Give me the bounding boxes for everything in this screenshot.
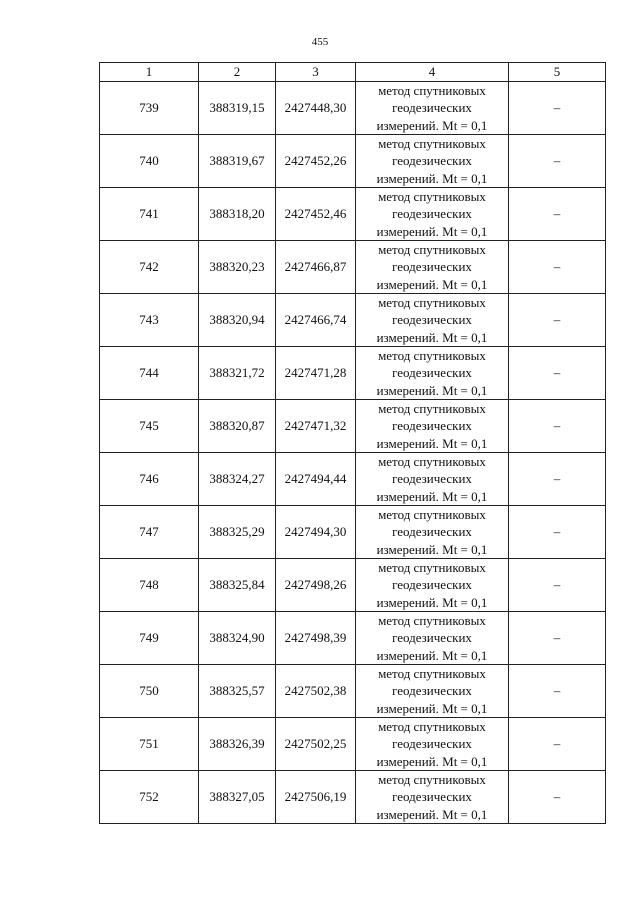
method-text-line: геодезических [392,259,472,275]
method-text-line: измерений. Mt = 0,1 [376,435,488,451]
table-body [100,82,606,824]
y-coordinate-cell: 2427466,87 [276,241,356,294]
method-cell [356,400,509,453]
table-row [100,347,606,400]
method-text-line: геодезических [392,418,472,434]
method-text-line: измерений. Mt = 0,1 [376,647,488,663]
table-row [100,82,606,135]
method-text-line: измерений. Mt = 0,1 [376,170,488,186]
method-text-line: метод спутниковых [378,666,486,682]
method-text-line: метод спутниковых [378,189,486,205]
method-text-line: измерений. Mt = 0,1 [376,329,488,345]
method-text-line: метод спутниковых [378,295,486,311]
table-row [100,294,606,347]
note-cell: – [509,400,606,453]
note-cell: – [509,771,606,824]
method-text-line: геодезических [392,471,472,487]
method-text-line: геодезических [392,577,472,593]
method-cell [356,612,509,665]
x-coordinate-cell: 388325,29 [199,506,276,559]
method-cell [356,82,509,135]
column-header-5: 5 [509,63,606,82]
method-text-line: метод спутниковых [378,560,486,576]
x-coordinate-cell: 388326,39 [199,718,276,771]
y-coordinate-cell: 2427452,26 [276,135,356,188]
method-text-line: метод спутниковых [378,348,486,364]
x-coordinate-cell: 388320,94 [199,294,276,347]
method-text-line: метод спутниковых [378,772,486,788]
note-cell: – [509,82,606,135]
method-cell [356,294,509,347]
note-cell: – [509,718,606,771]
note-cell: – [509,188,606,241]
method-text-line: измерений. Mt = 0,1 [376,700,488,716]
note-cell: – [509,135,606,188]
column-header-4: 4 [356,63,509,82]
method-text-line: геодезических [392,524,472,540]
note-cell: – [509,559,606,612]
table-row [100,135,606,188]
method-cell [356,453,509,506]
method-text-line: метод спутниковых [378,242,486,258]
y-coordinate-cell: 2427471,28 [276,347,356,400]
point-number-cell: 740 [100,135,199,188]
table-row [100,612,606,665]
point-number-cell: 747 [100,506,199,559]
method-cell [356,718,509,771]
method-text-line: метод спутниковых [378,454,486,470]
method-text-line: метод спутниковых [378,507,486,523]
x-coordinate-cell: 388319,15 [199,82,276,135]
method-text-line: геодезических [392,153,472,169]
y-coordinate-cell: 2427498,26 [276,559,356,612]
page-number: 455 [311,36,329,48]
y-coordinate-cell: 2427452,46 [276,188,356,241]
point-number-cell: 749 [100,612,199,665]
point-number-cell: 742 [100,241,199,294]
point-number-cell: 748 [100,559,199,612]
x-coordinate-cell: 388320,23 [199,241,276,294]
point-number-cell: 746 [100,453,199,506]
table-row [100,718,606,771]
method-cell [356,559,509,612]
method-text-line: измерений. Mt = 0,1 [376,488,488,504]
column-header-3: 3 [276,63,356,82]
table-row [100,665,606,718]
method-cell [356,241,509,294]
table-row [100,559,606,612]
table-row [100,453,606,506]
x-coordinate-cell: 388327,05 [199,771,276,824]
method-text-line: геодезических [392,630,472,646]
method-text-line: измерений. Mt = 0,1 [376,541,488,557]
x-coordinate-cell: 388319,67 [199,135,276,188]
x-coordinate-cell: 388324,27 [199,453,276,506]
method-text-line: метод спутниковых [378,719,486,735]
y-coordinate-cell: 2427471,32 [276,400,356,453]
note-cell: – [509,453,606,506]
note-cell: – [509,294,606,347]
method-cell [356,506,509,559]
point-number-cell: 744 [100,347,199,400]
y-coordinate-cell: 2427502,25 [276,718,356,771]
table-header-row [100,63,606,82]
method-cell [356,135,509,188]
y-coordinate-cell: 2427466,74 [276,294,356,347]
table-row [100,400,606,453]
method-text-line: геодезических [392,789,472,805]
method-text-line: метод спутниковых [378,613,486,629]
method-text-line: геодезических [392,365,472,381]
method-text-line: измерений. Mt = 0,1 [376,594,488,610]
coordinates-table [99,62,606,824]
method-text-line: метод спутниковых [378,401,486,417]
x-coordinate-cell: 388318,20 [199,188,276,241]
y-coordinate-cell: 2427494,44 [276,453,356,506]
method-text-line: геодезических [392,683,472,699]
point-number-cell: 751 [100,718,199,771]
x-coordinate-cell: 388321,72 [199,347,276,400]
method-text-line: измерений. Mt = 0,1 [376,382,488,398]
method-text-line: измерений. Mt = 0,1 [376,276,488,292]
point-number-cell: 739 [100,82,199,135]
note-cell: – [509,241,606,294]
method-text-line: геодезических [392,736,472,752]
method-cell [356,771,509,824]
y-coordinate-cell: 2427506,19 [276,771,356,824]
point-number-cell: 752 [100,771,199,824]
table-row [100,241,606,294]
table-row [100,506,606,559]
method-cell [356,188,509,241]
method-text-line: измерений. Mt = 0,1 [376,223,488,239]
method-text-line: метод спутниковых [378,83,486,99]
note-cell: – [509,612,606,665]
method-text-line: геодезических [392,312,472,328]
method-text-line: измерений. Mt = 0,1 [376,806,488,822]
note-cell: – [509,506,606,559]
x-coordinate-cell: 388325,57 [199,665,276,718]
y-coordinate-cell: 2427502,38 [276,665,356,718]
y-coordinate-cell: 2427494,30 [276,506,356,559]
point-number-cell: 741 [100,188,199,241]
method-text-line: измерений. Mt = 0,1 [376,117,488,133]
method-text-line: измерений. Mt = 0,1 [376,753,488,769]
x-coordinate-cell: 388325,84 [199,559,276,612]
method-text-line: геодезических [392,206,472,222]
x-coordinate-cell: 388320,87 [199,400,276,453]
table-row [100,188,606,241]
table-row [100,771,606,824]
column-header-1: 1 [100,63,199,82]
point-number-cell: 743 [100,294,199,347]
note-cell: – [509,347,606,400]
column-header-2: 2 [199,63,276,82]
point-number-cell: 750 [100,665,199,718]
method-text-line: метод спутниковых [378,136,486,152]
point-number-cell: 745 [100,400,199,453]
y-coordinate-cell: 2427448,30 [276,82,356,135]
note-cell: – [509,665,606,718]
method-cell [356,347,509,400]
y-coordinate-cell: 2427498,39 [276,612,356,665]
x-coordinate-cell: 388324,90 [199,612,276,665]
method-cell [356,665,509,718]
method-text-line: геодезических [392,100,472,116]
